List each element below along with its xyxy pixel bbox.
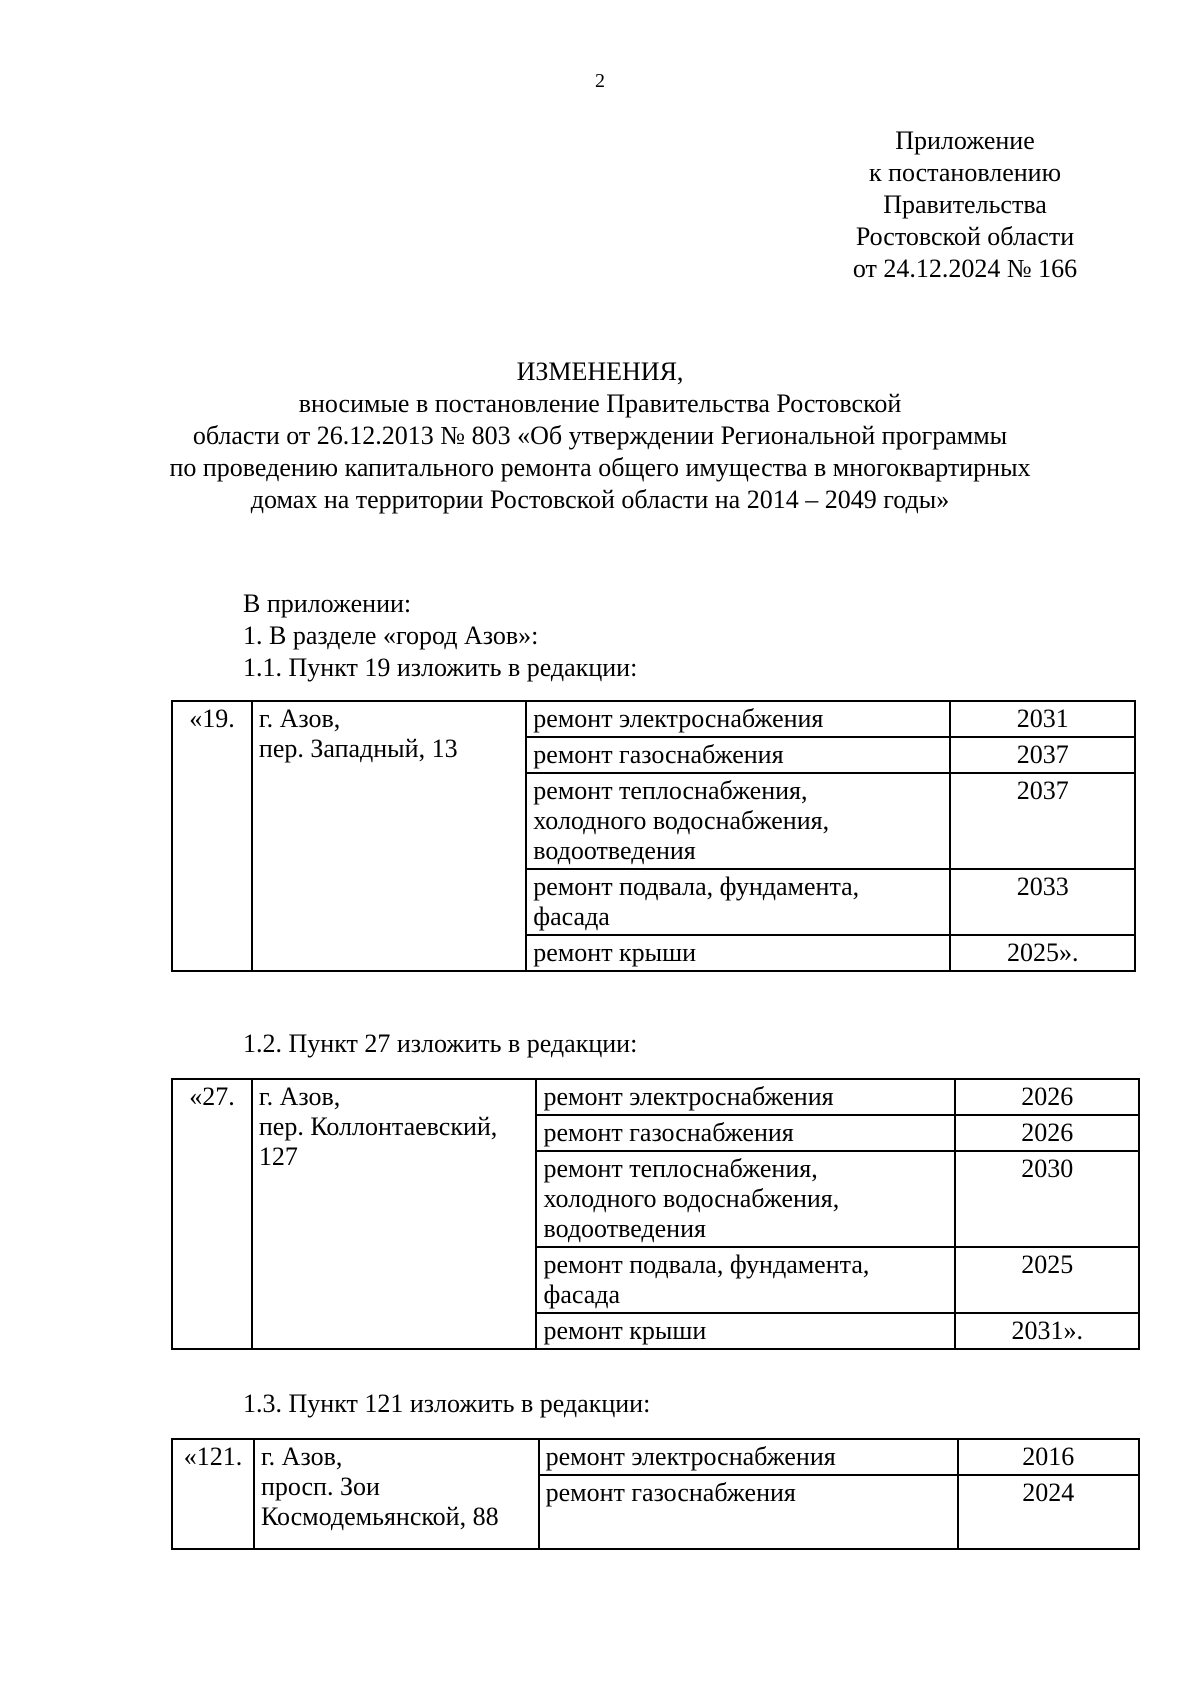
planned-year: 2026 (955, 1079, 1139, 1115)
work-type: ремонт электроснабжения (526, 701, 950, 737)
work-type: ремонт подвала, фундамента, фасада (526, 869, 950, 935)
table-row (172, 701, 1135, 737)
building-address: г. Азов, просп. Зои Космодемьянской, 88 (254, 1439, 539, 1549)
planned-year: 2026 (955, 1115, 1139, 1151)
table-row (172, 1079, 1139, 1115)
title-line: по проведению капитального ремонта общего имущества в многоквартирных (169, 453, 1031, 482)
planned-year: 2031». (955, 1313, 1139, 1349)
intro-line: 1. В разделе «город Азов»: (243, 621, 539, 650)
item-number: «121. (172, 1439, 254, 1549)
appendix-line: Приложение (895, 126, 1035, 155)
planned-year: 2016 (958, 1439, 1139, 1475)
planned-year: 2025 (955, 1247, 1139, 1313)
work-type: ремонт теплоснабжения, холодного водоснабжения, водоотведения (526, 773, 950, 869)
building-address: г. Азов, пер. Коллонтаевский, 127 (252, 1079, 537, 1349)
section-heading: 1.1. Пункт 19 изложить в редакции: (243, 653, 638, 682)
intro-line: В приложении: (243, 589, 412, 618)
title-line: домах на территории Ростовской области на 2014 – 2049 годы» (250, 485, 950, 514)
planned-year: 2037 (950, 737, 1135, 773)
work-type: ремонт газоснабжения (526, 737, 950, 773)
work-type: ремонт крыши (526, 935, 950, 971)
appendix-line: Ростовской области (855, 222, 1075, 251)
planned-year: 2037 (950, 773, 1135, 869)
page-number: 2 (595, 70, 605, 92)
building-address: г. Азов, пер. Западный, 13 (252, 701, 526, 971)
work-type: ремонт теплоснабжения, холодного водоснабжения, водоотведения (536, 1151, 955, 1247)
planned-year: 2030 (955, 1151, 1139, 1247)
work-type: ремонт газоснабжения (539, 1475, 958, 1549)
planned-year: 2031 (950, 701, 1135, 737)
table-row (172, 1439, 1139, 1475)
section-heading: 1.3. Пункт 121 изложить в редакции: (243, 1389, 651, 1418)
amendment-table (171, 700, 1136, 972)
item-number: «27. (172, 1079, 252, 1349)
planned-year: 2024 (958, 1475, 1139, 1549)
planned-year: 2025». (950, 935, 1135, 971)
appendix-line: Правительства (883, 190, 1047, 219)
appendix-line: от 24.12.2024 № 166 (852, 254, 1078, 283)
item-number: «19. (172, 701, 252, 971)
section-heading: 1.2. Пункт 27 изложить в редакции: (243, 1029, 638, 1058)
title-line: области от 26.12.2013 № 803 «Об утверждении Региональной программы (192, 421, 1008, 450)
work-type: ремонт электроснабжения (539, 1439, 958, 1475)
title-line: вносимые в постановление Правительства Ростовской (298, 389, 902, 418)
amendment-table (171, 1078, 1140, 1350)
amendment-table (171, 1438, 1140, 1550)
appendix-line: к постановлению (868, 158, 1062, 187)
work-type: ремонт электроснабжения (536, 1079, 955, 1115)
title-heading: ИЗМЕНЕНИЯ, (516, 357, 684, 386)
planned-year: 2033 (950, 869, 1135, 935)
work-type: ремонт крыши (536, 1313, 955, 1349)
work-type: ремонт газоснабжения (536, 1115, 955, 1151)
work-type: ремонт подвала, фундамента, фасада (536, 1247, 955, 1313)
document-title (100, 356, 1100, 516)
appendix-header (800, 125, 1130, 285)
